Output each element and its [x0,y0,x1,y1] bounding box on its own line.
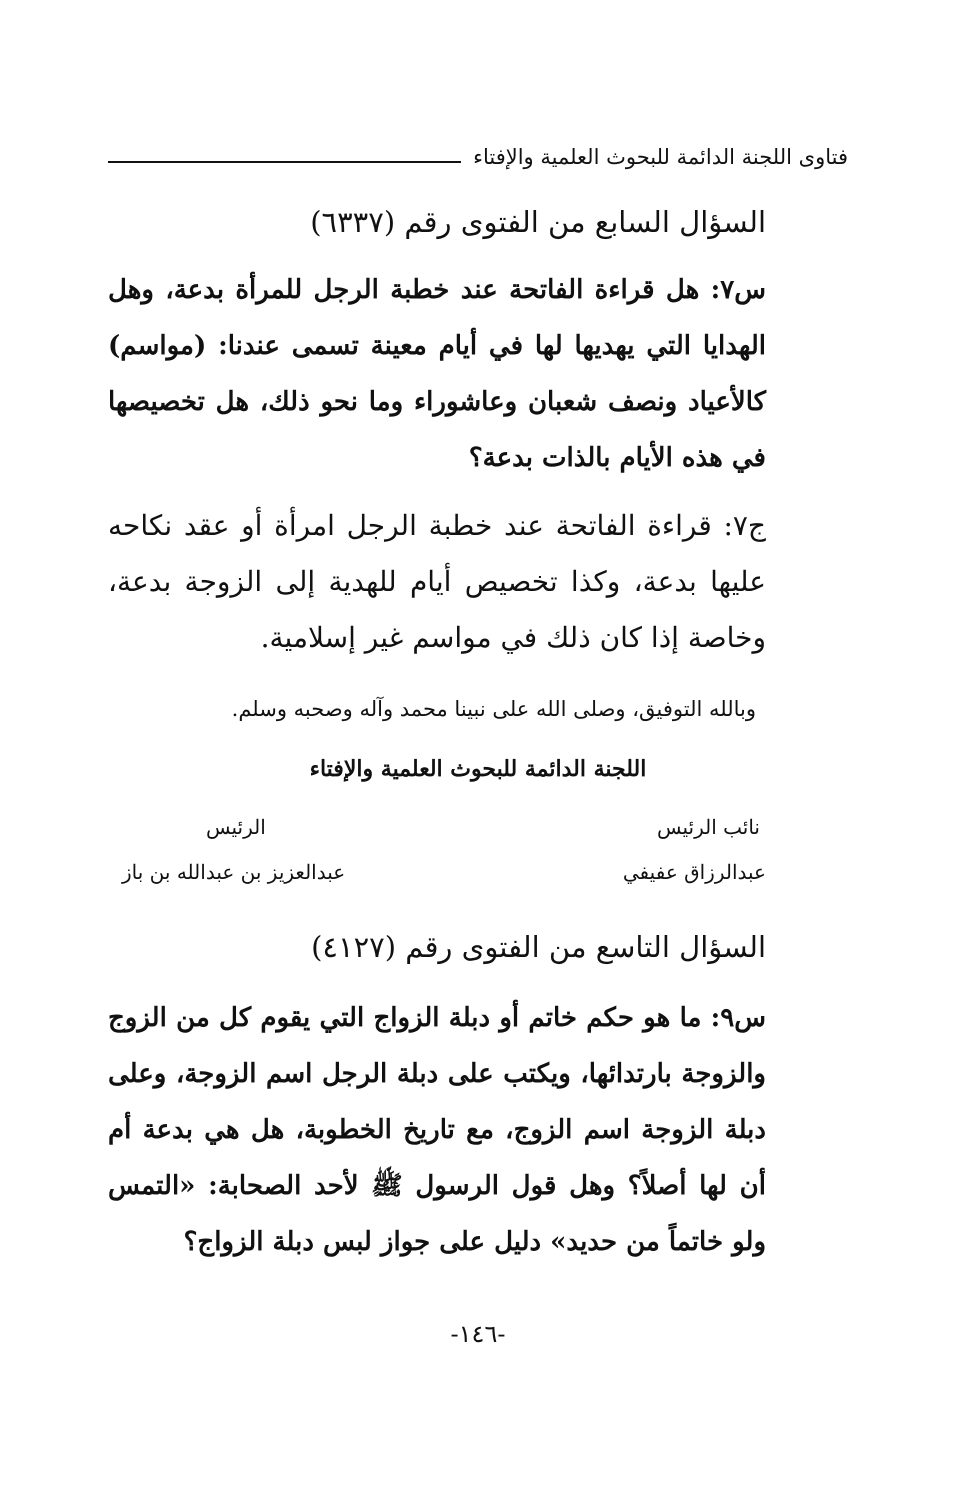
vice-chair-name: عبدالرزاق عفيفي [622,860,766,884]
page-number: -١٤٦- [450,1320,506,1348]
fatwa-9-heading: السؤال التاسع من الفتوى رقم (٤١٢٧) [311,930,766,964]
vice-chair-title: نائب الرئيس [656,815,760,839]
committee-name: اللجنة الدائمة للبحوث العلمية والإفتاء [309,756,647,782]
fatwa-9-question: س٩: ما هو حكم خاتم أو دبلة الزواج التي يقوم كل من الزوج والزوجة بارتدائها، ويكتب على دبلة الرجل اسم الزوجة، وعلى دبلة الزوجة اسم الزوج، مع تاريخ الخطوبة، هل هي بدعة أم أن لها أصلاً؟ وهل قول الرسول ﷺ لأحد الصحابة: «التمس ولو خاتماً من حديد» دليل على جواز لبس دبلة الزواج؟ [108,1003,766,1257]
closing-prayer: وبالله التوفيق، وصلى الله على نبينا محمد وآله وصحبه وسلم. [231,697,756,721]
chair-title: الرئيس [206,815,266,839]
fatwa-7-question: س٧: هل قراءة الفاتحة عند خطبة الرجل للمرأة بدعة، وهل الهدايا التي يهديها لها في أيام معينة تسمى عندنا: (مواسم) كالأعياد ونصف شعبان وعاشوراء وما نحو ذلك، هل تخصيصها في هذه الأيام بالذات بدعة؟ [108,275,766,473]
fatwa-7-heading: السؤال السابع من الفتوى رقم (٦٣٣٧) [310,205,766,239]
chair-name: عبدالعزيز بن عبدالله بن باز [122,860,346,884]
header-rule [108,161,461,163]
header-title: فتاوى اللجنة الدائمة للبحوث العلمية والإفتاء [473,145,848,169]
fatwa-7-answer: ج٧: قراءة الفاتحة عند خطبة الرجل امرأة أو عقد نكاحه عليها بدعة، وكذا تخصيص أيام للهدية إلى الزوجة بدعة، وخاصة إذا كان ذلك في مواسم غير إسلامية. [108,509,766,654]
running-header [108,140,848,174]
